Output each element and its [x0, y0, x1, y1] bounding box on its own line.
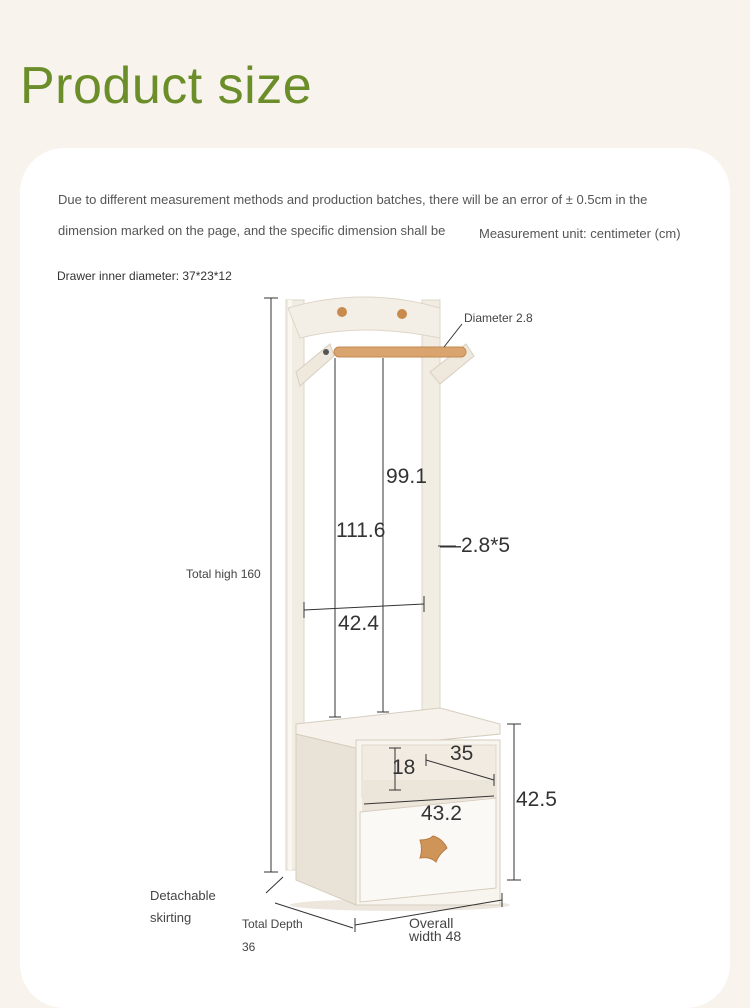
page-title: Product size: [20, 57, 313, 115]
cabinet-height-label: 42.5: [516, 788, 557, 811]
right-post: [422, 300, 440, 710]
overall-width-label-line-1: Overall: [409, 915, 454, 931]
hook-right: [397, 309, 407, 319]
arm-bolt: [323, 349, 329, 355]
notice-line-1: Due to different measurement methods and production batches, there will be an error of ± 0.5cm in the: [58, 192, 648, 207]
rail-height-label: 99.1: [386, 465, 427, 488]
drawer-inner-note: Drawer inner diameter: 37*23*12: [57, 269, 232, 283]
post-size-label: —2.8*5: [440, 534, 511, 557]
diameter-label: Diameter 2.8: [464, 311, 533, 325]
opening-height-label: 18: [392, 756, 416, 779]
notice-line-2: dimension marked on the page, and the specific dimension shall be: [58, 223, 446, 238]
cabinet-width-label: 43.2: [421, 802, 462, 825]
wooden-rail: [334, 347, 466, 357]
frame-height-label: 111.6: [336, 519, 386, 542]
cabinet: [296, 708, 500, 905]
hook-left: [337, 307, 347, 317]
headboard: [288, 297, 440, 338]
total-high-label: Total high 160: [186, 567, 261, 581]
total-depth-label-line-1: Total Depth: [242, 917, 303, 931]
skirting-label-line-2: skirting: [150, 910, 192, 925]
total-depth-label-line-2: 36: [242, 940, 256, 954]
skirting-label-line-1: Detachable: [150, 888, 216, 903]
overall-width-label-line-2: width 48: [409, 928, 462, 944]
measurement-unit: Measurement unit: centimeter (cm): [479, 226, 681, 241]
shelf-depth-label: 35: [450, 742, 474, 765]
inner-width-label: 42.4: [338, 612, 379, 635]
